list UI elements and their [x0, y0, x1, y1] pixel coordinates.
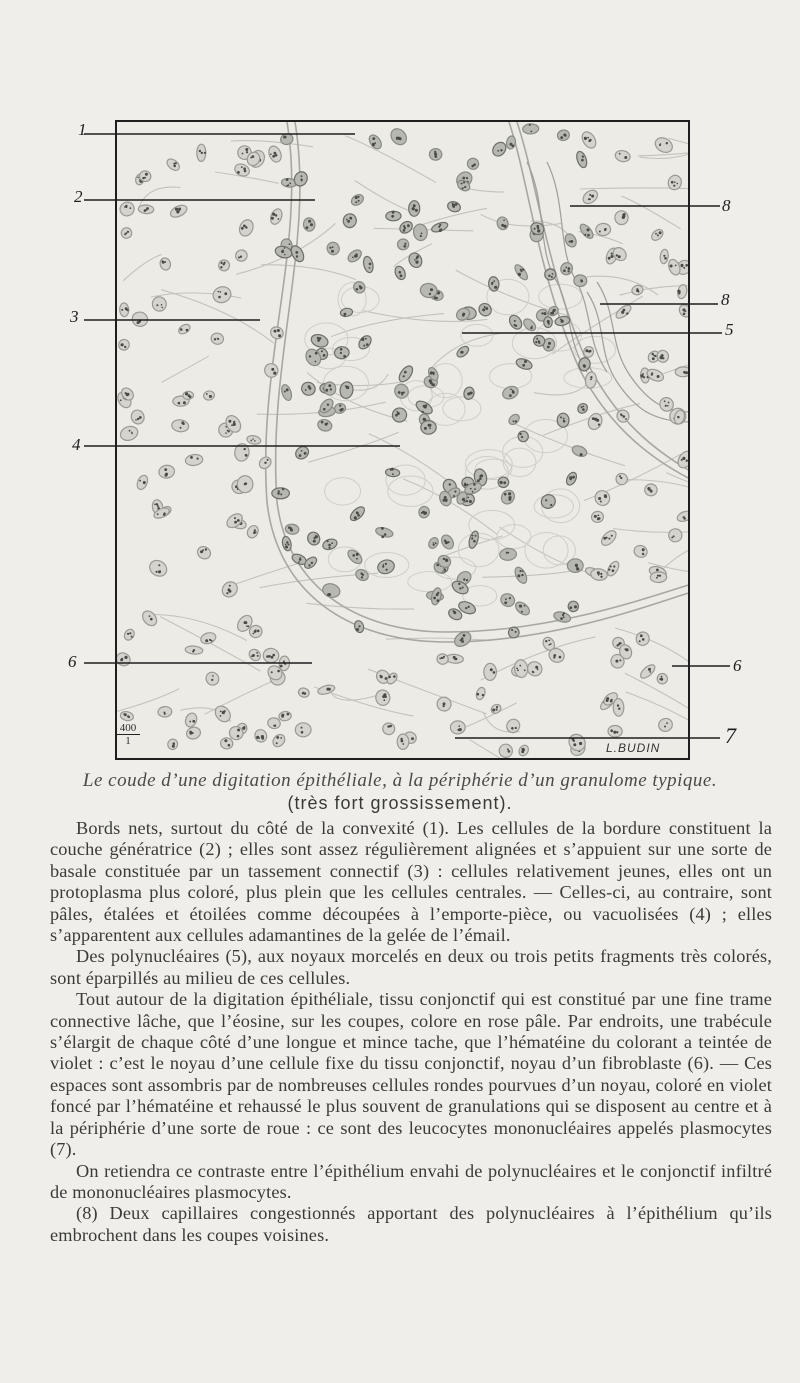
- artist-signature: L.BUDIN: [606, 741, 661, 755]
- magnification-scale: [116, 722, 140, 747]
- paragraph: Bords nets, surtout du côté de la convexité (1). Les cellules de la bordure constituent la couche génératrice (2) ; elles sont assez régulièrement alignées et s’appuient sur une sorte de basale constituée par un tassement connectif (3) : cellules relativement jeunes, elles ont un protoplasma plus coloré, plus plein que les cellules centrales. — Celles-ci, au contraire, sont pâles, étalées et étoilées comme découpées à l’emporte-pièce, ou vacuolisées (4) ; elles s’apparentent aux cellules adamantines de la gelée de l’émail.: [50, 818, 772, 946]
- paragraph: (8) Deux capillaires congestionnés apportant des polynucléaires à l’épithélium qu’ils embrochent dans les coupes voisines.: [50, 1203, 772, 1245]
- figure-caption: Le coude d’une digitation épithéliale, à la périphérie d’un granulome typique.: [82, 770, 718, 791]
- figure-subcaption: (très fort grossissement).: [287, 793, 513, 813]
- figure-label-3: 3: [70, 307, 79, 326]
- figure-label-7: 7: [725, 723, 736, 748]
- paragraph: Des polynucléaires (5), aux noyaux morcelés en deux ou trois petits fragments très colorés, sont éparpillés au milieu de ces cellules.: [50, 946, 772, 988]
- figure-label-6-left: 6: [68, 652, 77, 671]
- figure-label-5: 5: [725, 320, 734, 339]
- paragraph: Tout autour de la digitation épithéliale, tissu conjonctif qui est constitué par une fine trame connective lâche, que l’éosine, sur les coupes, colore en rose pâle. Par endroits, une trabécule s’élargit de chaque côté d’une longue et mince tache, que l’hématéine du colorant a teintée de violet : c’est le noyau d’une cellule fixe du tissu conjonctif, noyau d’un fibroblaste (6). — Ces espaces sont assombris par de nombreuses cellules rondes pourvues d’un noyau, coloré en violet foncé par l’hématéine et rehaussé le plus souvent de granulations qui se disposent au centre et à la périphérie d’une sorte de roue : ce sont des leucocytes mononucléaires appelés plasmocytes (7).: [50, 989, 772, 1160]
- body-text: [50, 818, 772, 1246]
- paragraph: On retiendra ce contraste entre l’épithélium envahi de polynucléaires et le conjonctif infiltré de mononucléaires plasmocytes.: [50, 1160, 772, 1202]
- scale-numerator: 400: [116, 722, 140, 735]
- figure-label-1: 1: [78, 120, 87, 139]
- figure-label-8-upper: 8: [722, 196, 731, 215]
- figure-label-2: 2: [74, 187, 83, 206]
- figure-label-6-right: 6: [733, 656, 742, 675]
- scale-denominator: 1: [125, 735, 131, 747]
- figure-label-8-lower: 8: [721, 290, 730, 309]
- figure-label-4: 4: [72, 435, 81, 454]
